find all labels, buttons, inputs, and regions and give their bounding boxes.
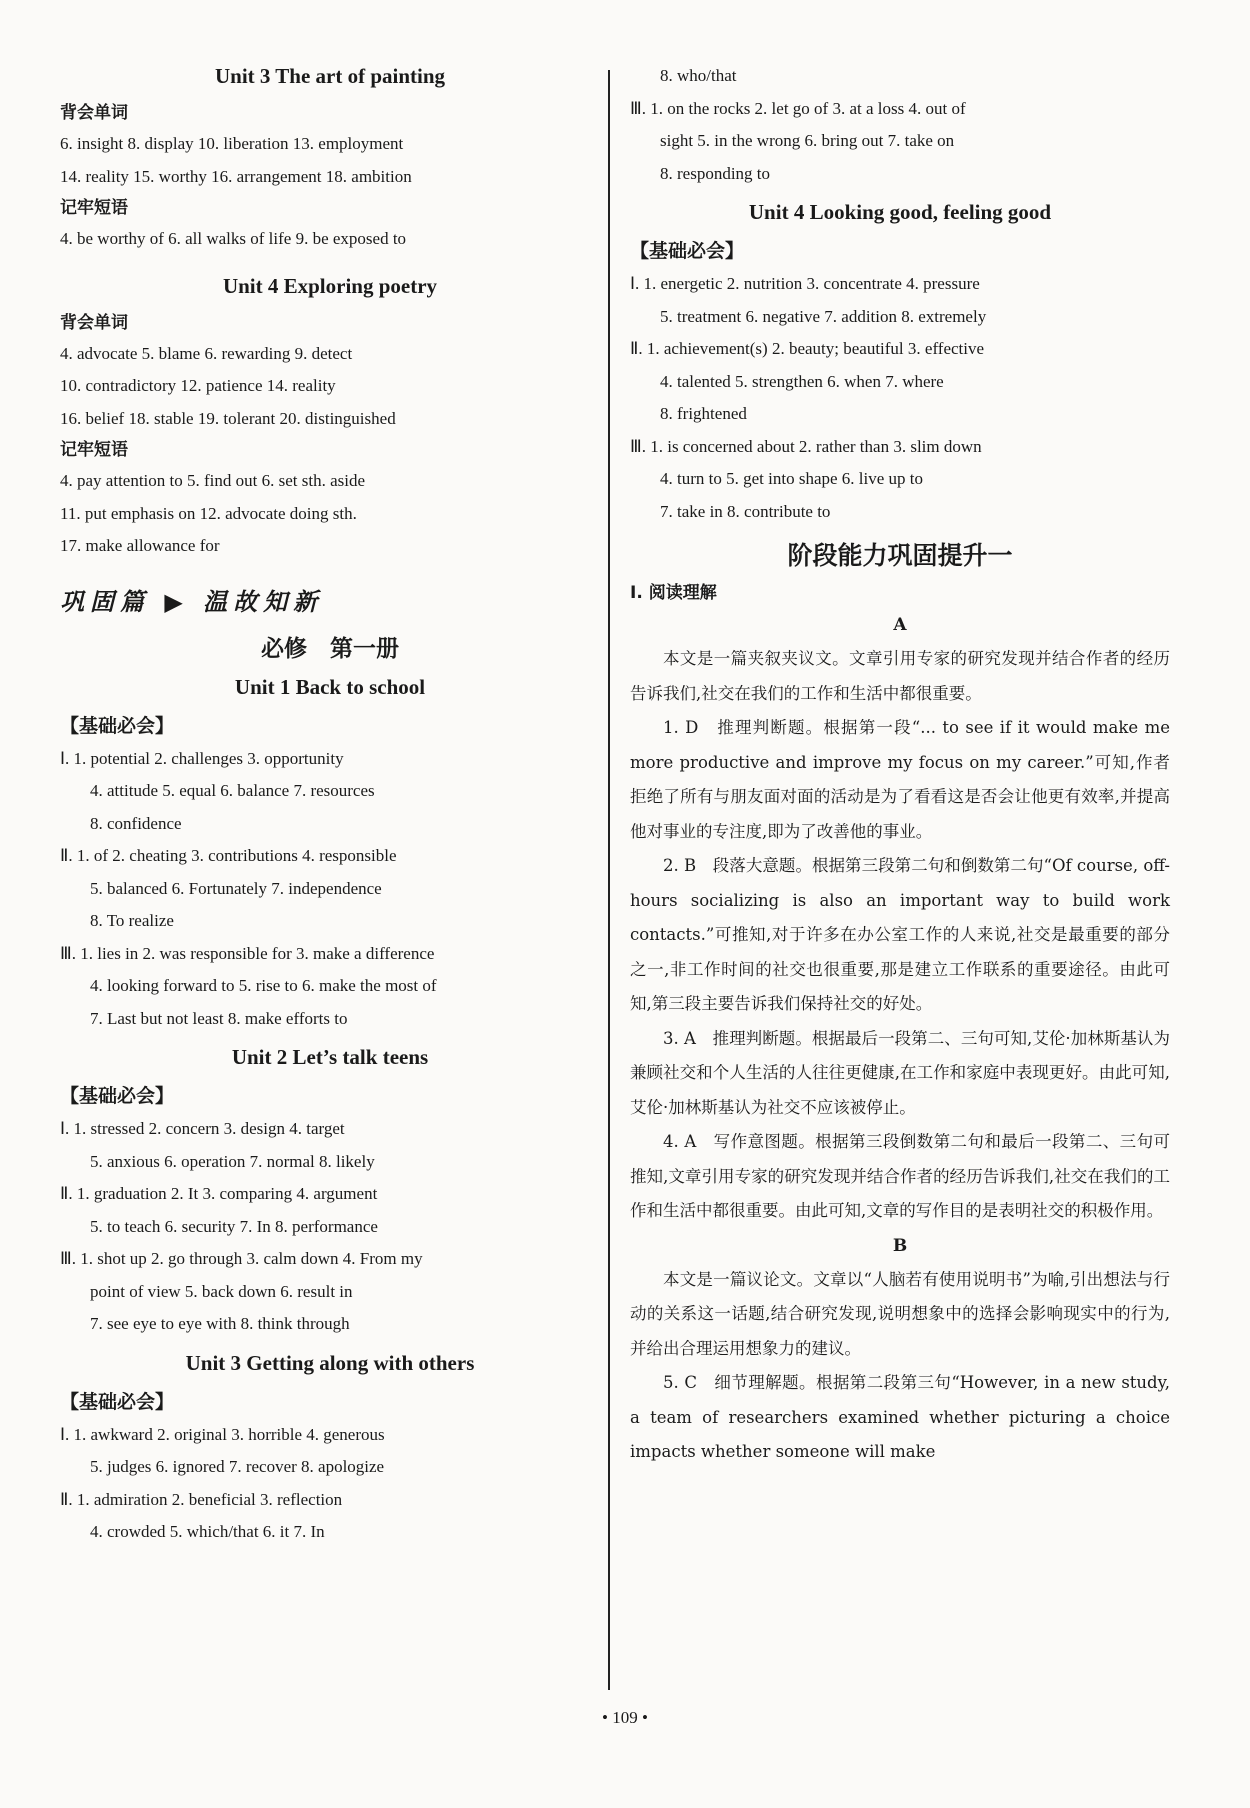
answer-line: 8. who/that	[660, 66, 737, 85]
answer-line: Ⅱ. 1. admiration 2. beneficial 3. reflection	[60, 1489, 343, 1509]
answer-explanation: 1. D 推理判断题。根据第一段“... to see if it would make me more productive and improve my focus on my career.”可知,作者拒绝了所有与朋友面对面的活动是为了看看这是否会让他更有效率,并提高他对事业的专注度,即为了改善他的事业。	[630, 718, 1170, 841]
section-heading-basics: 【基础必会】	[60, 714, 175, 737]
passage-summary: 本文是一篇议论文。文章以“人脑若有使用说明书”为喻,引出想法与行动的关系这一话题,结合研究发现,说明想象中的选择会影响现实中的行为,并给出合理运用想象力的建议。	[630, 1269, 1170, 1358]
column-divider	[608, 70, 610, 1690]
answer-line: 7. take in 8. contribute to	[660, 501, 831, 521]
answer-line: 4. turn to 5. get into shape 6. live up to	[660, 469, 923, 488]
answer-line: 14. reality 15. worthy 16. arrangement 18. ambition	[60, 166, 412, 186]
answer-line: 16. belief 18. stable 19. tolerant 20. distinguished	[60, 408, 396, 428]
reading-comprehension-heading: Ⅰ. 阅读理解	[630, 583, 717, 603]
answer-line: 8. frightened	[660, 404, 747, 423]
answer-line: Ⅲ. 1. shot up 2. go through 3. calm down 4. From my	[60, 1249, 423, 1268]
unit-title: Unit 3 Getting along with others	[185, 1350, 475, 1375]
stage-review-title: 阶段能力巩固提升一	[787, 541, 1013, 570]
passage-label-b: B	[892, 1235, 908, 1256]
page-number: • 109 •	[602, 1708, 648, 1727]
answer-line: sight 5. in the wrong 6. bring out 7. take on	[660, 131, 955, 150]
answer-line: 8. To realize	[90, 911, 174, 930]
answer-line: 17. make allowance for	[60, 536, 220, 555]
unit-title: Unit 2 Let’s talk teens	[231, 1045, 429, 1069]
answer-line: 10. contradictory 12. patience 14. reality	[60, 376, 336, 395]
answer-line: Ⅰ. 1. stressed 2. concern 3. design 4. target	[60, 1119, 345, 1138]
passage-label-a: A	[893, 615, 907, 635]
unit-title: Unit 4 Looking good, feeling good	[748, 200, 1052, 224]
left-column	[60, 60, 600, 1549]
section-heading-basics: 【基础必会】	[630, 240, 745, 262]
answer-line: Ⅱ. 1. graduation 2. It 3. comparing 4. argument	[60, 1184, 378, 1203]
section-heading-basics: 【基础必会】	[60, 1390, 175, 1413]
unit-title: Unit 4 Exploring poetry	[222, 273, 438, 298]
review-section-heading: 巩固篇 ▶ 温故知新	[60, 587, 324, 616]
right-column	[630, 60, 1170, 1470]
section-label-vocabulary: 背会单词	[60, 312, 128, 333]
answer-line: 6. insight 8. display 10. liberation 13. employment	[60, 134, 404, 153]
answer-line: 4. looking forward to 5. rise to 6. make the most of	[90, 976, 437, 995]
answer-explanation: 2. B 段落大意题。根据第三段第二句和倒数第二句“Of course, off-hours socializing is also an important way to build work contacts.”可推知,对于许多在办公室工作的人来说,社交是最重要的部分之一,非工作时间的社交也很重要,那是建立工作联系的重要途径。由此可知,第三段主要告诉我们保持社交的好处。	[630, 856, 1170, 1013]
answer-line: Ⅱ. 1. achievement(s) 2. beauty; beautiful 3. effective	[630, 339, 985, 358]
answer-explanation: 5. C 细节理解题。根据第二段第三句“However, in a new study, a team of researchers examined whether picturing a choice impacts whether someone will make	[630, 1373, 1170, 1461]
answer-line: 7. Last but not least 8. make efforts to	[90, 1008, 348, 1028]
answer-line: 5. to teach 6. security 7. In 8. performance	[90, 1216, 378, 1236]
answer-line: Ⅲ. 1. lies in 2. was responsible for 3. make a difference	[60, 943, 435, 963]
section-label-phrases: 记牢短语	[60, 198, 128, 218]
unit-title: Unit 1 Back to school	[234, 674, 426, 699]
answer-line: 5. balanced 6. Fortunately 7. independence	[90, 878, 382, 898]
answer-line: Ⅲ. 1. on the rocks 2. let go of 3. at a loss 4. out of	[630, 98, 966, 118]
answer-line: Ⅰ. 1. potential 2. challenges 3. opportunity	[60, 748, 344, 768]
unit-title: Unit 3 The art of painting	[214, 64, 446, 88]
answer-line: 5. treatment 6. negative 7. addition 8. extremely	[660, 306, 987, 326]
answer-line: 4. crowded 5. which/that 6. it 7. In	[90, 1522, 325, 1541]
answer-line: 11. put emphasis on 12. advocate doing sth.	[60, 503, 357, 523]
answer-line: 4. pay attention to 5. find out 6. set sth. aside	[60, 471, 366, 490]
answer-line: Ⅲ. 1. is concerned about 2. rather than 3. slim down	[630, 436, 982, 456]
answer-line: 5. anxious 6. operation 7. normal 8. likely	[90, 1151, 375, 1171]
passage-summary: 本文是一篇夹叙夹议文。文章引用专家的研究发现并结合作者的经历告诉我们,社交在我们的工作和生活中都很重要。	[630, 649, 1170, 703]
answer-explanation: 3. A 推理判断题。根据最后一段第二、三句可知,艾伦·加林斯基认为兼顾社交和个人生活的人往往更健康,在工作和家庭中表现更好。由此可知,艾伦·加林斯基认为社交不应该被停止。	[630, 1028, 1170, 1117]
answer-line: Ⅱ. 1. of 2. cheating 3. contributions 4. responsible	[60, 846, 397, 865]
answer-line: 4. be worthy of 6. all walks of life 9. be exposed to	[60, 229, 407, 248]
volume-title: 必修 第一册	[261, 635, 399, 662]
answer-line: 8. confidence	[90, 813, 182, 833]
answer-line: 4. attitude 5. equal 6. balance 7. resources	[90, 781, 375, 800]
section-heading-basics: 【基础必会】	[60, 1085, 175, 1107]
answer-explanation: 4. A 写作意图题。根据第三段倒数第二句和最后一段第二、三句可推知,文章引用专家的研究发现并结合作者的经历告诉我们,社交在我们的工作和生活中都很重要。由此可知,文章的写作目的是表明社交的积极作用。	[630, 1132, 1170, 1220]
section-label-phrases: 记牢短语	[60, 440, 128, 460]
answer-line: point of view 5. back down 6. result in	[90, 1281, 353, 1301]
answer-line: 4. advocate 5. blame 6. rewarding 9. detect	[60, 343, 353, 363]
section-label-vocabulary: 背会单词	[60, 103, 128, 123]
answer-line: 8. responding to	[660, 163, 771, 183]
answer-line: 7. see eye to eye with 8. think through	[90, 1314, 350, 1333]
answer-line: Ⅰ. 1. awkward 2. original 3. horrible 4. generous	[60, 1424, 385, 1444]
answer-line: 5. judges 6. ignored 7. recover 8. apologize	[90, 1457, 385, 1476]
answer-line: 4. talented 5. strengthen 6. when 7. where	[660, 371, 944, 391]
answer-line: Ⅰ. 1. energetic 2. nutrition 3. concentrate 4. pressure	[630, 274, 980, 293]
